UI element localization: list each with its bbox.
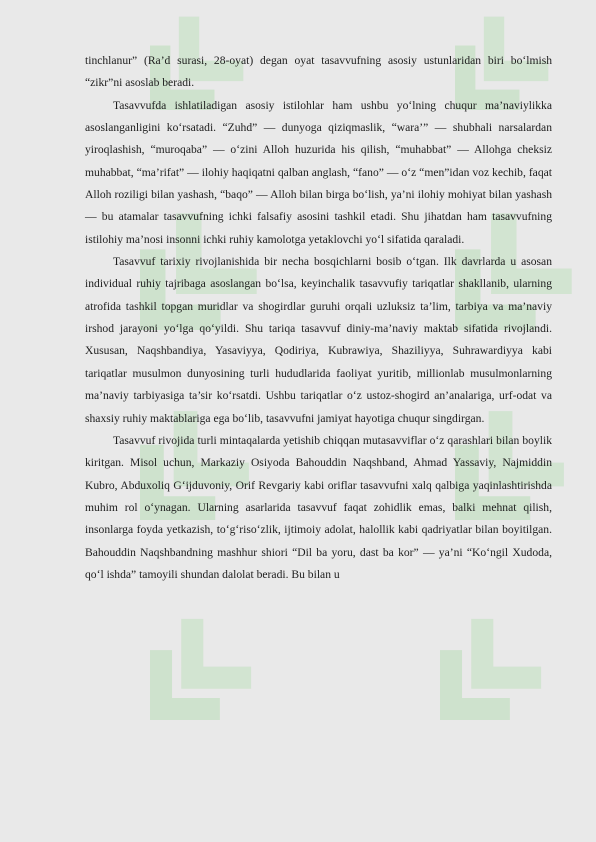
page-body <box>85 50 552 586</box>
paragraph-1: tinchlanur” (Ra’d surasi, 28-oyat) degan oyat tasavvufning asosiy ustunlaridan biri bo‘lmish “zikr”ni asoslab beradi. <box>85 54 552 90</box>
paragraph-3: Tasavvuf tarixiy rivojlanishida bir necha bosqichlarni bosib o‘tgan. Ilk davrlarda u asosan individual ruhiy tajribaga asoslangan bo‘lsa, keyinchalik tasavvufiy tariqatlar shakllanib, ularning atrofida tashkil topgan muridlar va shogirdlar guruhi orqali uzluksiz ta’lim, tarbiya va ma’naviy irshod jarayoni yo‘lga qo‘yildi. Shu tariqa tasavvuf diniy-ma’naviy maktab sifatida rivojlandi. Xususan, Naqshbandiya, Yasaviyya, Qodiriya, Kubrawiya, Shaziliyya, Suhrawardiyya kabi tariqatlar musulmon dunyosining turli hududlarida faoliyat yuritib, millionlab musulmonlarning ma’naviy tarbiyasiga ta’sir ko‘rsatdi. Ushbu tariqatlar o‘z ustoz-shogird an’analariga, urf-odat va shaxsiy ruhiy maktablariga ega bo‘lib, tasavvufni jamiyat hayotiga chuqur singdirgan. <box>85 255 552 425</box>
paragraph-2: Tasavvufda ishlatiladigan asosiy istilohlar ham ushbu yo‘lning chuqur ma’naviylikka asoslanganligini ko‘rsatadi. “Zuhd” — dunyoga qiziqmaslik, “wara’” — shubhali narsalardan yiroqlashish, “muroqaba” — o‘zini Alloh huzurida his qilish, “muhabbat” — Allohga cheksiz muhabbat, “ma’rifat” — ilohiy haqiqatni qalban anglash, “fano” — o‘z “men”idan voz kechib, faqat Alloh roziligi bilan yashash, “baqo” — Alloh bilan birga bo‘lish, ya’ni ilohiy mohiyat bilan yashash — bu atamalar tasavvufning ichki falsafiy asosini tashkil etadi. Shu jihatdan ham tasavvufning istilohiy ma’nosi insonni ichki ruhiy kamolotga yetaklovchi yo‘l sifatida qaraladi. <box>85 98 552 246</box>
watermark-logo-icon <box>405 608 552 755</box>
watermark-logo-icon <box>115 608 262 755</box>
paragraph-4: Tasavvuf rivojida turli mintaqalarda yetishib chiqqan mutasavviflar o‘z qarashlari bilan boylik kiritgan. Misol uchun, Markaziy Osiyoda Bahouddin Naqshband, Ahmad Yassaviy, Najmiddin Kubro, Abduxoliq G‘ijduvoniy, Orif Revgariy kabi oriflar tasavvufni xalq qalbiga yaqinlashtirishda muhim rol o‘ynagan. Ularning asarlarida tasavvuf faqat zohidlik emas, balki mehnat qilish, insonlarga foyda yetkazish, to‘g‘riso‘zlik, ijtimoiy adolat, halollik kabi qadriyatlar bilan boyitilgan. Bahouddin Naqshbandning mashhur shiori “Dil ba yoru, dast ba kor” — ya’ni “Ko‘ngil Xudoda, qo‘l ishda” tamoyili shundan dalolat beradi. Bu bilan u <box>85 433 552 581</box>
